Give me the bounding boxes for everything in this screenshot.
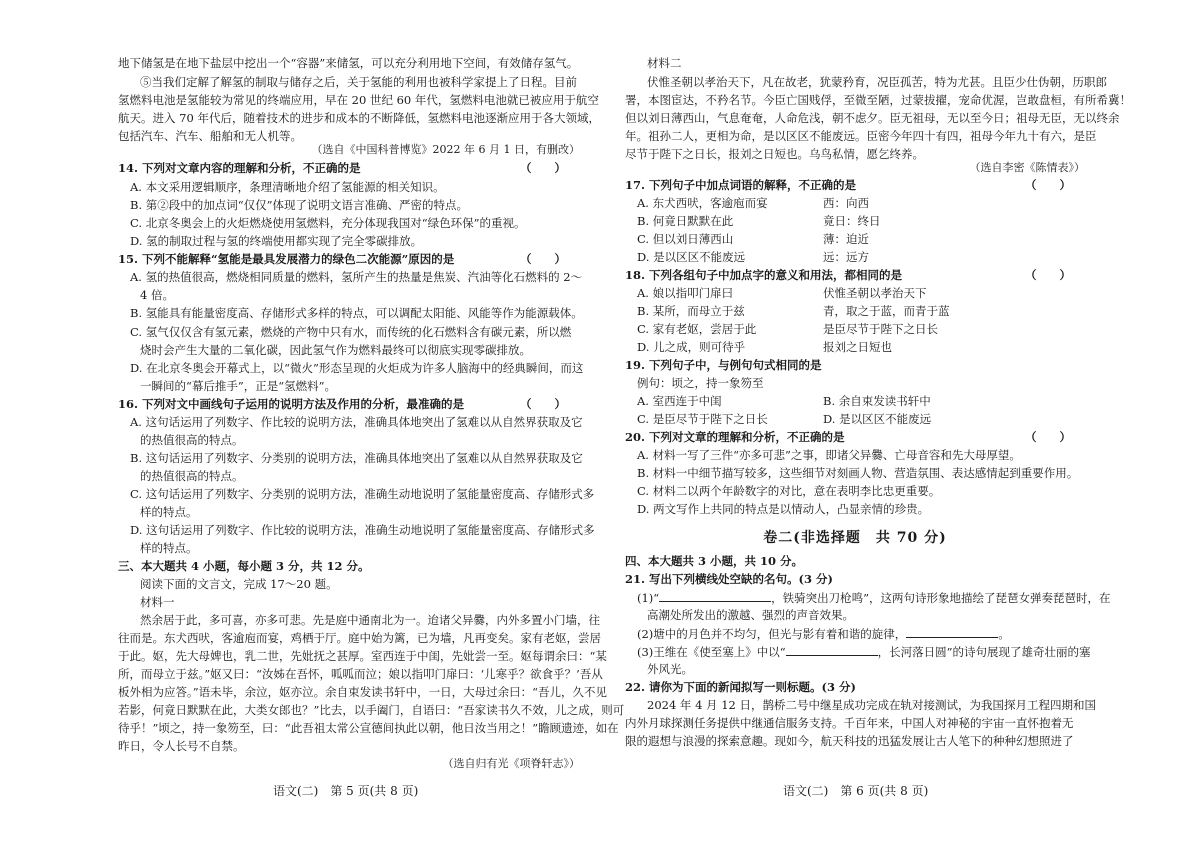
classical-text-line: 尽节于陛下之日长，报刘之日短也。乌鸟私情，愿乞终养。 xyxy=(625,147,924,161)
answer-paren: （ ） xyxy=(520,161,566,175)
option: D. 儿之成，则可待乎 报刘之日短也 xyxy=(637,340,892,354)
fill-blank-1-continued: 高潮处所发出的激越、强烈的声音效果。 xyxy=(647,608,854,622)
option: C. 这句话运用了列数字、分类别的说明方法，准确生动地说明了氢能量密度高、存储形式多 xyxy=(130,487,595,501)
option: D. 两文写作上共同的特点是以情动人，凸显亲情的珍贵。 xyxy=(637,502,930,516)
classical-text-line: 所，而母立于兹。”妪又曰：“汝姊在吾怀，呱呱而泣；娘以指叩门扉曰：‘儿寒乎？欲食乎？’吾从 xyxy=(118,667,603,681)
question-16-stem: 16. 下列对文中画线句子运用的说明方法及作用的分析，最准确的是 （ ） xyxy=(118,397,566,411)
page-footer: 语文(二) 第 6 页(共 8 页) xyxy=(783,784,929,798)
option: B. 材料一中细节描写较多，这些细节对刻画人物、营造氛围、表达感情起到重要作用。 xyxy=(637,466,1079,480)
section-title: 卷二(非选择题 共 70 分) xyxy=(763,530,947,546)
option: B. 这句话运用了列数字、分类别的说明方法，准确具体地突出了氢难以从自然界获取及它 xyxy=(130,451,583,465)
answer-paren: （ ） xyxy=(1025,178,1071,192)
fill-blank-2: (2)塘中的月色并不均匀，但光与影有着和谐的旋律， 。 xyxy=(637,627,1010,641)
classical-text-line: 若影，何竟日默默在此，大类女郎也？”比去，以手阖门，自语曰：“吾家读书久不效，儿之成，则可 xyxy=(118,703,625,717)
option: D. 氢的制取过程与氢的终端使用都实现了完全零碳排放。 xyxy=(130,234,423,248)
source-citation: （选自《中国科普博览》2022 年 6 月 1 日，有删改） xyxy=(311,143,580,156)
answer-paren: （ ） xyxy=(1025,430,1071,444)
material-1-title: 材料一 xyxy=(140,595,175,609)
section-4-heading: 四、本大题共 3 小题，共 10 分。 xyxy=(625,554,804,568)
answer-paren: （ ） xyxy=(1025,268,1071,282)
question-14-stem: 14. 下列对文章内容的理解和分析，不正确的是 （ ） xyxy=(118,161,566,175)
blank-line[interactable] xyxy=(659,590,771,602)
passage-line: 氢燃料电池是氢能较为常见的终端应用，早在 20 世纪 60 年代，氢燃料电池就已被应用于航空 xyxy=(118,93,599,107)
blank-line[interactable] xyxy=(786,644,878,656)
news-text-line: 2024 年 4 月 12 日，鹊桥二号中继星成功完成在轨对接测试，为我国探月工程四期和国 xyxy=(647,698,1096,712)
option: C. 北京冬奥会上的火炬燃烧使用氢燃料，充分体现我国对“绿色环保”的重视。 xyxy=(130,216,526,230)
option: A. 室西连于中闺 B. 余自束发读书轩中 xyxy=(637,394,931,408)
option-continued: 4 倍。 xyxy=(140,288,174,302)
option: D. 这句话运用了列数字、作比较的说明方法，准确生动地说明了氢能量密度高、存储形式多 xyxy=(130,523,595,537)
classical-text-line: 伏惟圣朝以孝治天下，凡在故老，犹蒙矜育，况臣孤苦，特为尤甚。且臣少仕伪朝，历职郎 xyxy=(647,75,1107,89)
option-continued: 烧时会产生大量的二氧化碳，因此氢气作为燃料最终可以彻底实现零碳排放。 xyxy=(140,343,531,357)
option: B. 第②段中的加点词“仅仅”体现了说明文语言准确、严密的特点。 xyxy=(130,198,469,212)
passage-line: 包括汽车、汽车、船舶和无人机等。 xyxy=(118,129,302,143)
source-citation: （选自归有光《项脊轩志》） xyxy=(442,757,580,770)
option-continued: 一瞬间的“幕后推手”，正是“氢燃料”。 xyxy=(140,379,337,393)
option: A. 材料一写了三件“亦多可悲”之事，即诸父异爨、亡母音容和先大母厚望。 xyxy=(637,448,1021,462)
fill-blank-1: (1)“ ，铁骑突出刀枪鸣”，这两句诗形象地描绘了琵琶女弹奏琵琶时，在 xyxy=(637,591,1111,605)
classical-text-line: 署，本图宦达，不矜名节。今臣亡国贱俘，至微至陋，过蒙拔擢，宠命优渥，岂敢盘桓，有所希冀！ xyxy=(625,93,1131,107)
question-20-stem: 20. 下列对文章的理解和分析，不正确的是 （ ） xyxy=(625,430,1071,444)
example-sentence: 例句：顷之，持一象笏至 xyxy=(637,376,764,390)
option: D. 是以区区不能废远 远：远方 xyxy=(637,250,869,264)
news-text-line: 限的遐想与浪漫的探索意趣。现如今，航天科技的迅猛发展让古人笔下的种种幻想照进了 xyxy=(625,734,1074,748)
option-continued: 的热值很高的特点。 xyxy=(140,433,244,447)
fill-blank-3: (3)王维在《使至塞上》中以“ ，长河落日圆”的诗句展现了雄奇壮丽的塞 xyxy=(637,645,1091,659)
option: D. 在北京冬奥会开幕式上，以“微火”形态呈现的火炬成为许多人脑海中的经典瞬间，而这 xyxy=(130,361,584,375)
option: C. 是臣尽节于陛下之日长 D. 是以区区不能废远 xyxy=(637,412,932,426)
passage-line: ⑤当我们定解了解氢的制取与储存之后，关于氢能的利用也被科学家提上了日程。目前 xyxy=(140,75,577,89)
option: A. 氢的热值很高，燃烧相同质量的燃料，氢所产生的热量是焦炭、汽油等化石燃料的 2～ xyxy=(130,270,583,284)
material-2-title: 材料二 xyxy=(647,56,682,70)
classical-text-line: 昨日，令人长号不自禁。 xyxy=(118,739,245,753)
instruction: 阅读下面的文言文，完成 17～20 题。 xyxy=(140,577,338,591)
fill-blank-3-continued: 外风光。 xyxy=(647,662,693,676)
classical-text-line: 于此。妪，先大母婢也，乳二世，先妣抚之甚厚。室西连于中闺，先妣尝一至。妪每谓余曰：“某 xyxy=(118,649,607,663)
option: C. 但以刘日薄西山 薄：迫近 xyxy=(637,232,869,246)
classical-text-line: 年。祖孙二人，更相为命，是以区区不能废远。臣密今年四十有四，祖母今年九十有六，是臣 xyxy=(625,129,1097,143)
option: C. 材料二以两个年龄数字的对比，意在表明李比忠更重要。 xyxy=(637,484,941,498)
option: C. 家有老妪，尝居于此 是臣尽节于陛下之日长 xyxy=(637,322,938,336)
option: A. 娘以指叩门扉曰 伏惟圣朝以孝治天下 xyxy=(637,286,927,300)
option: C. 氢气仅仅含有氢元素，燃烧的产物中只有水，而传统的化石燃料含有碳元素，所以燃 xyxy=(130,325,572,339)
option-continued: 的热值很高的特点。 xyxy=(140,469,244,483)
classical-text-line: 待乎！”顷之，持一象笏至，曰：“此吾祖太常公宣德间执此以朝，他日汝当用之！”瞻顾遗迹，如在 xyxy=(118,721,619,735)
question-21-stem: 21. 写出下列横线处空缺的名句。(3 分) xyxy=(625,572,833,586)
news-text-line: 内外月球探测任务提供中继通信服务支持。千百年来，中国人对神秘的宇宙一直怀抱着无 xyxy=(625,716,1074,730)
option: A. 本文采用逻辑顺序，条理清晰地介绍了氢能源的相关知识。 xyxy=(130,180,445,194)
option-continued: 样的特点。 xyxy=(140,541,198,555)
option: B. 何竟日默默在此 竟日：终日 xyxy=(637,214,881,228)
page-footer: 语文(二) 第 5 页(共 8 页) xyxy=(273,784,419,798)
option: B. 氢能具有能量密度高、存储形式多样的特点，可以调配太阳能、风能等作为能源载体。 xyxy=(130,306,583,320)
answer-paren: （ ） xyxy=(520,397,566,411)
classical-text-line: 往而是。东犬西吠，客逾庖而宴，鸡栖于厅。庭中始为篱，已为墙，凡再变矣。家有老妪，尝居 xyxy=(118,631,601,645)
answer-paren: （ ） xyxy=(520,252,566,266)
classical-text-line: 但以刘日薄西山，气息奄奄，人命危浅，朝不虑夕。臣无祖母，无以至今日；祖母无臣，无以终余 xyxy=(625,111,1120,125)
option: A. 这句话运用了列数字、作比较的说明方法，准确具体地突出了氢难以从自然界获取及它 xyxy=(130,415,583,429)
option: A. 东犬西吠，客逾庖而宴 西：向西 xyxy=(637,196,869,210)
question-18-stem: 18. 下列各组句子中加点字的意义和用法，都相同的是 （ ） xyxy=(625,268,1071,282)
right-page xyxy=(625,0,1131,849)
question-15-stem: 15. 下列不能解释“氢能是最具发展潜力的绿色二次能源”原因的是 （ ） xyxy=(118,252,566,266)
option-continued: 样的特点。 xyxy=(140,505,198,519)
section-3-heading: 三、本大题共 4 小题，每小题 3 分，共 12 分。 xyxy=(118,559,370,573)
option: B. 某所，而母立于兹 青，取之于蓝，而青于蓝 xyxy=(637,304,950,318)
passage-line: 航天。进入 70 年代后，随着技术的进步和成本的不断降低，氢燃料电池逐渐应用于各大领域， xyxy=(118,111,600,125)
left-page xyxy=(118,0,625,849)
question-19-stem: 19. 下列句子中，与例句句式相同的是 xyxy=(625,358,822,372)
blank-line[interactable] xyxy=(906,626,998,638)
question-22-stem: 22. 请你为下面的新闻拟写一则标题。(3 分) xyxy=(625,680,856,694)
source-citation: （选自李密《陈情表》） xyxy=(969,161,1085,174)
classical-text-line: 板外相为应答。”语未毕，余泣，妪亦泣。余自束发读书轩中，一日，大母过余曰：“吾儿，久不见 xyxy=(118,685,608,699)
passage-line: 地下储氢是在地下盐层中挖出一个“容器”来储氢，可以充分利用地下空间，有效储存氢气。 xyxy=(118,56,579,70)
question-17-stem: 17. 下列句子中加点词语的解释，不正确的是 （ ） xyxy=(625,178,1071,192)
classical-text-line: 然余居于此，多可喜，亦多可悲。先是庭中通南北为一。迨诸父异爨，内外多置小门墙，往 xyxy=(140,613,600,627)
